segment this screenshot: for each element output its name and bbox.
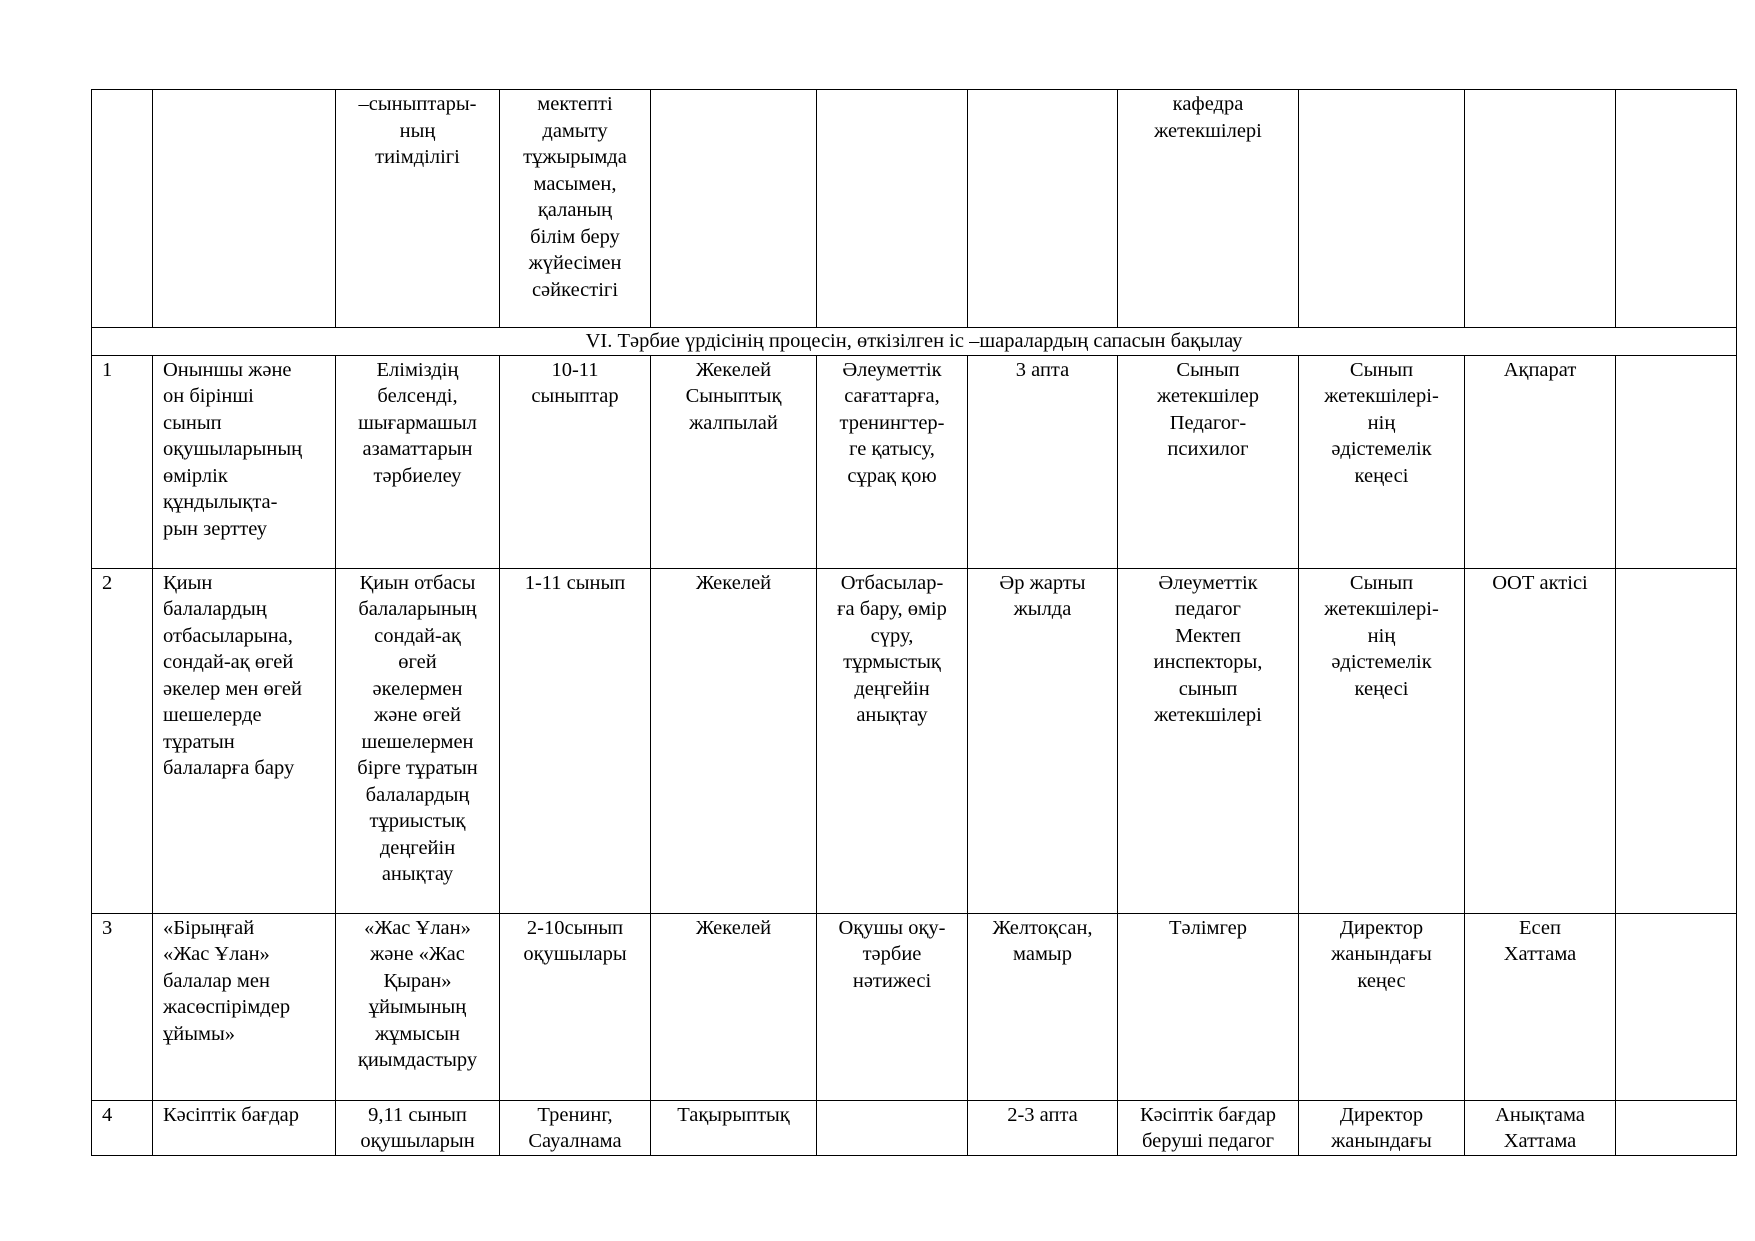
cell-text-line: 2-3 апта xyxy=(1007,1103,1078,1126)
cell-text-line: тәрбие xyxy=(862,943,922,965)
cell-text-line: Кәсіптік бағдар xyxy=(163,1103,299,1126)
cell-text-line: сәйкестігі xyxy=(531,278,619,301)
cell-text-line: және өгей xyxy=(374,704,461,726)
cell-text-line: Кәсіптік бағдар xyxy=(1140,1103,1276,1126)
table-cell xyxy=(1118,568,1299,913)
table-cell xyxy=(817,355,968,568)
table-cell xyxy=(1465,913,1616,1100)
cell-text-line: сыныптар xyxy=(531,385,619,407)
cell-text-line: Оқушы оқу- xyxy=(838,916,946,939)
cell-text-line: «Бірыңғай xyxy=(163,916,255,939)
table-cell xyxy=(92,90,153,328)
cell-text-line: ге қатысу, xyxy=(849,438,935,460)
table-cell xyxy=(1616,1100,1737,1155)
cell-text-line: отбасыларына, xyxy=(163,624,293,647)
cell-text-line: Сынып xyxy=(1176,358,1240,381)
table-cell xyxy=(1616,913,1737,1100)
document-page xyxy=(91,89,1736,1156)
cell-text-line: шығармашыл xyxy=(358,411,477,434)
cell-text-line: анықтау xyxy=(856,704,928,726)
cell-text-line: рын зерттеу xyxy=(163,517,268,540)
cell-text-line: педагог xyxy=(1175,598,1241,620)
table-cell xyxy=(153,90,336,328)
table-cell xyxy=(1299,913,1465,1100)
cell-text-line: шешелермен xyxy=(361,730,474,753)
cell-text-line: тұратын xyxy=(163,730,235,753)
table-cell xyxy=(817,913,968,1100)
table-cell xyxy=(817,568,968,913)
cell-text-line: балалар мен xyxy=(163,969,270,992)
cell-text-line: шешелерде xyxy=(163,704,262,726)
table-cell xyxy=(153,1100,336,1155)
cell-text-line: 3 апта xyxy=(1015,358,1070,381)
cell-text-line: оқушылары xyxy=(523,943,627,965)
cell-text-line: Жекелей xyxy=(695,571,772,594)
table-cell xyxy=(1616,90,1737,328)
cell-text-line: 10-11 xyxy=(551,358,599,381)
cell-text-line: нің xyxy=(1367,411,1396,434)
cell-text-line: деңгейін xyxy=(854,677,930,700)
cell-text-line: Педагог- xyxy=(1169,411,1247,434)
cell-text-line: сұрақ қою xyxy=(847,464,937,487)
control-plan-table xyxy=(91,89,1737,1156)
cell-text-line: тұрмыстық xyxy=(843,651,941,673)
table-cell xyxy=(1299,1100,1465,1155)
cell-text-line: әкелер мен өгей xyxy=(163,677,302,700)
table-cell xyxy=(500,90,651,328)
cell-text-line: Тақырыптық xyxy=(677,1103,790,1126)
cell-text-line: оқушыларының xyxy=(163,438,303,460)
cell-text-line: жетекшілері- xyxy=(1324,385,1439,407)
table-cell xyxy=(1616,355,1737,568)
cell-text-line: қаланың xyxy=(537,199,613,221)
cell-text-line: жасөспірімдер xyxy=(163,996,291,1018)
cell-text-line: жалпылай xyxy=(689,411,778,434)
cell-text-line: Директор xyxy=(1339,1103,1424,1126)
table-cell xyxy=(651,568,817,913)
cell-text-line: мамыр xyxy=(1013,943,1072,965)
cell-text-line: Сынып xyxy=(1349,571,1414,594)
table-row xyxy=(92,90,1737,328)
table-cell xyxy=(336,913,500,1100)
cell-text-line: жетекшілері xyxy=(1154,119,1262,142)
table-cell xyxy=(817,1100,968,1155)
cell-text-line: әдістемелік xyxy=(1331,438,1432,460)
cell-text-line: кеңесі xyxy=(1354,464,1409,487)
cell-text-line: ООТ актісі xyxy=(1492,571,1588,594)
cell-text-line: жетекшілері xyxy=(1154,704,1262,726)
table-cell xyxy=(651,90,817,328)
cell-text-line: жанындағы xyxy=(1331,1130,1432,1152)
row-number: 3 xyxy=(92,913,153,1100)
cell-text-line: Оныншы және xyxy=(163,358,292,381)
cell-text-line: Желтоқсан, xyxy=(992,916,1093,939)
cell-text-line: жетекшілер xyxy=(1156,385,1260,407)
cell-text-line: өмірлік xyxy=(163,464,228,487)
cell-text-line: және «Жас xyxy=(370,943,465,965)
cell-text-line: «Жас Ұлан» xyxy=(163,943,270,965)
cell-text-line: қиымдастыру xyxy=(357,1049,478,1071)
cell-text-line: 2-10сынып xyxy=(526,916,624,939)
table-cell xyxy=(1616,568,1737,913)
table-cell xyxy=(153,355,336,568)
section-title: VI. Тәрбие үрдісінің процесін, өткізілген іс –шаралардың сапасын бақылау xyxy=(92,328,1737,356)
table-cell xyxy=(1465,568,1616,913)
table-cell xyxy=(1118,90,1299,328)
table-cell xyxy=(1465,355,1616,568)
row-number: 4 xyxy=(92,1100,153,1155)
table-cell xyxy=(336,568,500,913)
cell-text-line: сынып xyxy=(1178,677,1238,700)
table-cell xyxy=(1118,355,1299,568)
cell-text-line: ұйымының xyxy=(368,996,467,1018)
cell-text-line: 9,11 сынып xyxy=(368,1103,467,1126)
cell-text-line: деңгейін xyxy=(379,836,456,859)
cell-text-line: 1-11 сынып xyxy=(524,571,626,594)
cell-text-line: анықтау xyxy=(381,863,454,885)
cell-text-line: Тәлімгер xyxy=(1168,916,1247,939)
table-row xyxy=(92,568,1737,913)
table-cell xyxy=(500,913,651,1100)
cell-text-line: он бірінші xyxy=(163,385,254,407)
cell-text-line: психилог xyxy=(1167,438,1249,460)
cell-text-line: Отбасылар- xyxy=(840,571,944,594)
cell-text-line: –сыныптары- xyxy=(358,93,477,115)
cell-text-line: ның xyxy=(399,119,436,142)
cell-text-line: ға бару, өмір xyxy=(837,598,947,620)
cell-text-line: Хаттама xyxy=(1503,943,1577,965)
cell-text-line: Қыран» xyxy=(383,969,452,992)
table-cell xyxy=(1299,90,1465,328)
cell-text-line: жүйесімен xyxy=(528,252,622,274)
cell-text-line: Әлеуметтік xyxy=(1158,571,1258,594)
cell-text-line: оқушыларын xyxy=(360,1130,475,1152)
table-cell xyxy=(153,913,336,1100)
cell-text-line: сондай-ақ xyxy=(374,624,461,647)
cell-text-line: нің xyxy=(1367,624,1396,647)
cell-text-line: әкелермен xyxy=(372,677,463,700)
cell-text-line: тиімділігі xyxy=(375,146,460,168)
table-cell xyxy=(1465,90,1616,328)
cell-text-line: Ақпарат xyxy=(1503,358,1577,381)
table-cell xyxy=(651,355,817,568)
table-cell xyxy=(1299,568,1465,913)
cell-text-line: білім беру xyxy=(530,225,620,248)
cell-text-line: инспекторы, xyxy=(1153,651,1263,673)
table-cell xyxy=(336,355,500,568)
table-cell xyxy=(336,1100,500,1155)
table-row xyxy=(92,355,1737,568)
cell-text-line: тәрбиелеу xyxy=(373,464,462,487)
cell-text-line: балалардың xyxy=(365,783,470,806)
cell-text-line: сынып xyxy=(163,411,222,434)
cell-text-line: жанындағы xyxy=(1331,943,1432,965)
cell-text-line: кафедра xyxy=(1172,93,1244,115)
table-cell xyxy=(1118,1100,1299,1155)
row-number: 1 xyxy=(92,355,153,568)
cell-text-line: әдістемелік xyxy=(1331,651,1432,673)
cell-text-line: кеңесі xyxy=(1354,677,1409,700)
table-cell xyxy=(968,568,1118,913)
table-cell xyxy=(968,1100,1118,1155)
table-cell xyxy=(336,90,500,328)
table-cell xyxy=(651,913,817,1100)
table-row xyxy=(92,1100,1737,1155)
row-number: 2 xyxy=(92,568,153,913)
table-cell xyxy=(1118,913,1299,1100)
cell-text-line: бірге тұратын xyxy=(357,757,478,779)
table-cell xyxy=(1299,355,1465,568)
cell-text-line: «Жас Ұлан» xyxy=(364,916,471,939)
table-cell xyxy=(968,355,1118,568)
cell-text-line: ұйымы» xyxy=(163,1022,235,1045)
cell-text-line: Сынып xyxy=(1349,358,1414,381)
cell-text-line: жұмысын xyxy=(374,1022,460,1045)
cell-text-line: сүру, xyxy=(870,624,914,647)
table-cell xyxy=(500,355,651,568)
cell-text-line: Қиын xyxy=(163,571,213,594)
cell-text-line: Хаттама xyxy=(1503,1130,1577,1152)
cell-text-line: беруші педагог xyxy=(1142,1130,1274,1152)
cell-text-line: тұжырымда xyxy=(523,146,627,168)
cell-text-line: Әр жарты xyxy=(999,571,1086,594)
cell-text-line: Сауалнама xyxy=(528,1130,622,1152)
cell-text-line: Директор xyxy=(1339,916,1424,939)
table-cell xyxy=(500,1100,651,1155)
cell-text-line: жетекшілері- xyxy=(1324,598,1439,620)
table-row xyxy=(92,913,1737,1100)
cell-text-line: тренингтер- xyxy=(839,411,945,434)
table-cell xyxy=(500,568,651,913)
cell-text-line: Сыныптық xyxy=(685,385,782,407)
table-cell xyxy=(153,568,336,913)
cell-text-line: Еліміздің xyxy=(376,358,459,381)
cell-text-line: сондай-ақ өгей xyxy=(163,651,294,673)
table-cell xyxy=(1465,1100,1616,1155)
cell-text-line: сағаттарға, xyxy=(844,385,940,407)
section-header-row xyxy=(92,328,1737,356)
cell-text-line: Есеп xyxy=(1519,916,1561,939)
cell-text-line: Жекелей xyxy=(695,916,772,939)
cell-text-line: балаларға бару xyxy=(163,757,295,779)
table-cell xyxy=(968,90,1118,328)
cell-text-line: Анықтама xyxy=(1495,1103,1585,1126)
cell-text-line: кеңес xyxy=(1357,969,1406,992)
cell-text-line: Әлеуметтік xyxy=(842,358,942,381)
cell-text-line: Қиын отбасы xyxy=(359,571,476,594)
cell-text-line: Жекелей xyxy=(695,358,772,381)
cell-text-line: мектепті xyxy=(537,93,613,115)
cell-text-line: белсенді, xyxy=(377,385,458,407)
cell-text-line: балаларының xyxy=(358,598,477,620)
cell-text-line: Тренинг, xyxy=(537,1103,613,1126)
cell-text-line: жылда xyxy=(1013,598,1072,620)
table-cell xyxy=(968,913,1118,1100)
cell-text-line: балалардың xyxy=(163,598,267,620)
cell-text-line: Мектеп xyxy=(1175,624,1241,647)
table-cell xyxy=(817,90,968,328)
cell-text-line: тұриыстық xyxy=(369,810,466,832)
cell-text-line: масымен, xyxy=(533,172,617,195)
cell-text-line: дамыту xyxy=(542,119,608,142)
cell-text-line: азаматтарын xyxy=(362,438,473,460)
cell-text-line: өгей xyxy=(398,651,437,673)
table-cell xyxy=(651,1100,817,1155)
cell-text-line: құндылықта- xyxy=(163,491,278,513)
cell-text-line: нәтижесі xyxy=(852,969,932,992)
